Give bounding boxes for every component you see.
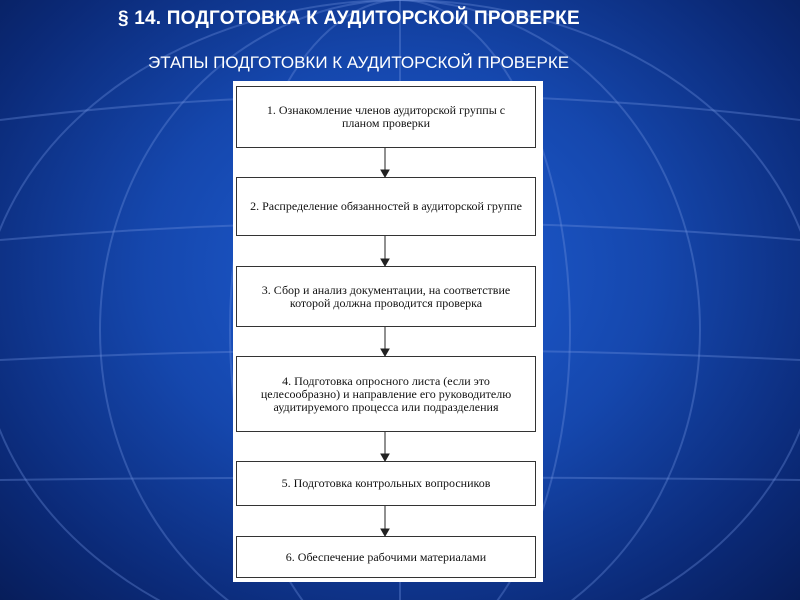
arrow-5-to-6 — [381, 506, 389, 536]
step-3-box: 3. Сбор и анализ документации, на соответствие которой должна проводится проверка — [236, 266, 536, 327]
slide-title: § 14. ПОДГОТОВКА К АУДИТОРСКОЙ ПРОВЕРКЕ — [118, 8, 580, 29]
arrow-4-to-5 — [381, 432, 389, 461]
step-4-box: 4. Подготовка опросного листа (если это целесообразно) и направление его руководителю аудитируемого процесса или подразделения — [236, 356, 536, 432]
diagram-subtitle: ЭТАПЫ ПОДГОТОВКИ К АУДИТОРСКОЙ ПРОВЕРКЕ — [148, 53, 570, 72]
arrow-3-to-4 — [381, 327, 389, 356]
arrow-1-to-2 — [381, 148, 389, 177]
step-1-box: 1. Ознакомление членов аудиторской группы с планом проверки — [236, 86, 536, 148]
arrow-2-to-3 — [381, 236, 389, 266]
flow-arrows — [233, 81, 543, 582]
step-6-box: 6. Обеспечение рабочими материалами — [236, 536, 536, 578]
step-2-box: 2. Распределение обязанностей в аудиторской группе — [236, 177, 536, 236]
flowchart-panel — [233, 81, 543, 582]
step-5-box: 5. Подготовка контрольных вопросников — [236, 461, 536, 506]
